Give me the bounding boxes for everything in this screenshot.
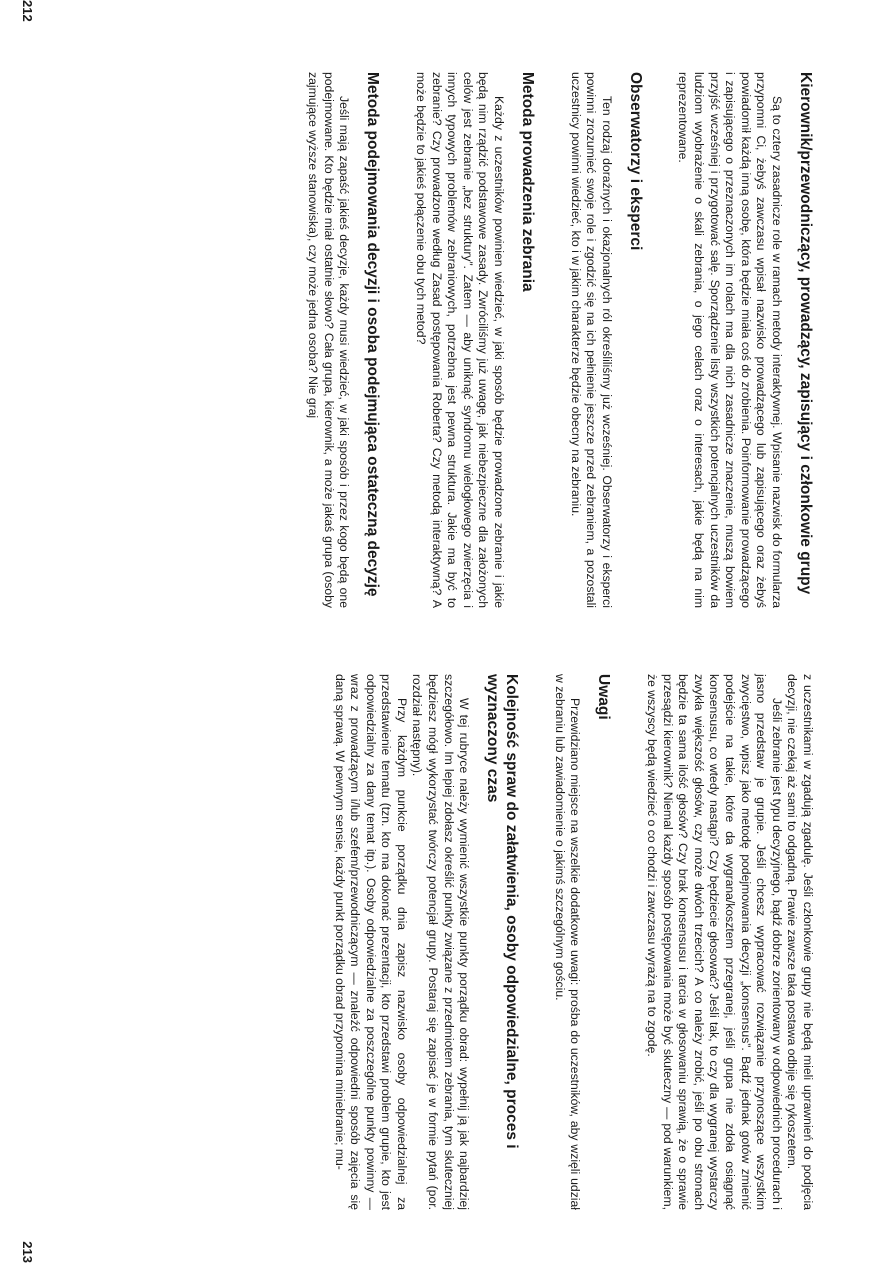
paragraph-continuation: z uczestnikami w zgadują zgadulę. Jeśli członkowie grupy nie będą mieli uprawnień do podjęcia decyzji, nie czekaj aż sami to odgadną. Prawie zawsze taka postawa odbije się rykoszetem. <box>785 674 815 1210</box>
paragraph-roles: Są to cztery zasadnicze role w ramach metody interaktywnej. Wpisanie nazwisk do formularza przypomni Ci, żebyś zawczasu wpisał nazwisko prowadzącego lub zapisującego oraz żebyś powiadomił każdą inną osobę, która będzie miała coś do zrobienia. Poinformowanie prowadzącego i zapisującego o przeznaczonych im rolach ma dla nich zasadnicze znaczenie, muszą bowiem przyjść wcześniej i przygotować salę. Sporządzenie listy wszystkich potencjalnych uczestników da ludziom wyobrażenie o skali zebrania, o jego celach oraz o interesach, jakie będą na nim reprezentowane. <box>676 72 784 608</box>
heading-agenda-order: Kolejność spraw do załatwienia, osoby odpowiedzialne, proces i wyznaczony czas <box>484 674 521 1149</box>
paragraph-notes: Przewidziano miejsce na wszelkie dodatkowe uwagi: prośba do uczestników, aby wzięli udział w zebraniu lub zawiadomienie o jakimś szczególnym gościu. <box>552 674 583 1210</box>
left-page-text <box>305 72 815 608</box>
paragraph-agenda-responsible: Przy każdym punkcie porządku dnia zapisz nazwisko osoby odpowiedzialnej za przedstawienie tematu (tzn. kto ma dokonać prezentacji, kto przedstawi problem grupie, kto jest odpowiedzialny za dany temat itp.). Osoby odpowiedzialne za poszczególne punkty powinny — wraz z prowadzącym i/lub szefem/przewodniczącym — znaleźć odpowiedni sposób zajęcia się daną sprawą. W pewnym sensie, każdy punkt porządku obrad przypomina miniebranie; mu- <box>332 674 409 1210</box>
heading-observers: Obserwatorzy i eksperci <box>626 72 644 251</box>
paragraph-meeting-method: Każdy z uczestników powinien wiedzieć, w jaki sposób będzie prowadzone zebranie i jakie będą nim rządzić podstawowe zasady. Zwróciliśmy już uwagę, jak niebezpieczne dla założonych celów jest zebranie „bez struktury”. Zatem — aby uniknąć syndromu wielogłowego zwierzęcia i innych typowych problemów zebraniowych, potrzebna jest pewna struktura. Jakie ma być to zebranie? Czy prowadzone według Zasad postępowania Roberta? Czy metodą interaktywną? A może będzie to jakieś połączenie obu tych metod? <box>414 72 507 608</box>
right-page-text <box>331 674 815 1210</box>
paragraph-observers: Ten rodzaj doraźnych i okazjonalnych ról określiliśmy już wcześniej. Obserwatorzy i eksperci powinni zrozumieć swoje role i zgodzić się na ich pełnienie jeszcze przed zebraniem, a pozostali uczestnicy powinni wiedzieć, kto i w jakim charakterze będzie obecny na zebraniu. <box>568 72 614 608</box>
paragraph-decision-types: Jeśli zebranie jest typu decyzyjnego, bądź dobrze zorientowany w odpowiednich procedurach i jasno przedstaw je grupie. Jeśli chcesz wypracować rozwiązanie przynoszące wszystkim zwycięstwo, wpisz jako metodę podejmowania decyzji „konsensus”. Bądź jednak gotów zmienić podejście na takie, które da wygrana/kosztem przegranej, jeśli grupa nie zdoła osiągnąć konsensusu, co wtedy nastąpi? Czy będziecie głosować? Jeśli tak, to czy dla wygranej wystarczy zwykła większość głosów, czy może dwóch trzecich? A co należy zrobić, jeśli po obu stronach będzie ta sama ilość głosów? Czy brak konsensusu i tarcia w głosowaniu sprawią, że o sprawie przesądzi kierownik? Niemal każdy sposób postępowania może być skuteczny — pod warunkiem, że wszyscy będą wiedzieć o co chodzi i zawczasu wyrażą na to zgodę. <box>645 674 784 1210</box>
heading-notes: Uwagi <box>595 674 613 720</box>
heading-roles: Kierownik/przewodniczący, prowadzący, zapisujący i członkowie grupy <box>797 72 814 595</box>
paragraph-agenda-items: W tej rubryce należy wymienić wszystkie punkty porządku obrad: wypełnij ją jak najbardziej szczegółowo. Im lepiej zdołasz określić punkty związane z przedmiotem zebrania, tym skuteczniej będziesz mógł wykorzystać twórczy potencjał grupy. Postaraj się zapisać je w formie pytań (por. rozdział następny). <box>410 674 472 1210</box>
page-number-right: 213 <box>20 1241 35 1263</box>
heading-meeting-method: Metoda prowadzenia zebrania <box>519 72 537 292</box>
heading-decision-method: Metoda podejmowania decyzji i osoba podejmująca ostateczną decyzję <box>364 72 382 597</box>
right-page <box>0 632 893 1263</box>
left-page <box>0 0 893 631</box>
page-number-left: 212 <box>20 0 35 22</box>
paragraph-decision-method: Jeśli mają zapaść jakieś decyzje, każdy musi wiedzieć, w jaki sposób i przez kogo będą one podejmowane. Kto będzie miał ostatnie słowo? Cała grupa, kierownik, a może jakaś grupa (osoby zajmujące wyższe stanowiska), czy może jedna osoba? Nie graj <box>306 72 352 608</box>
